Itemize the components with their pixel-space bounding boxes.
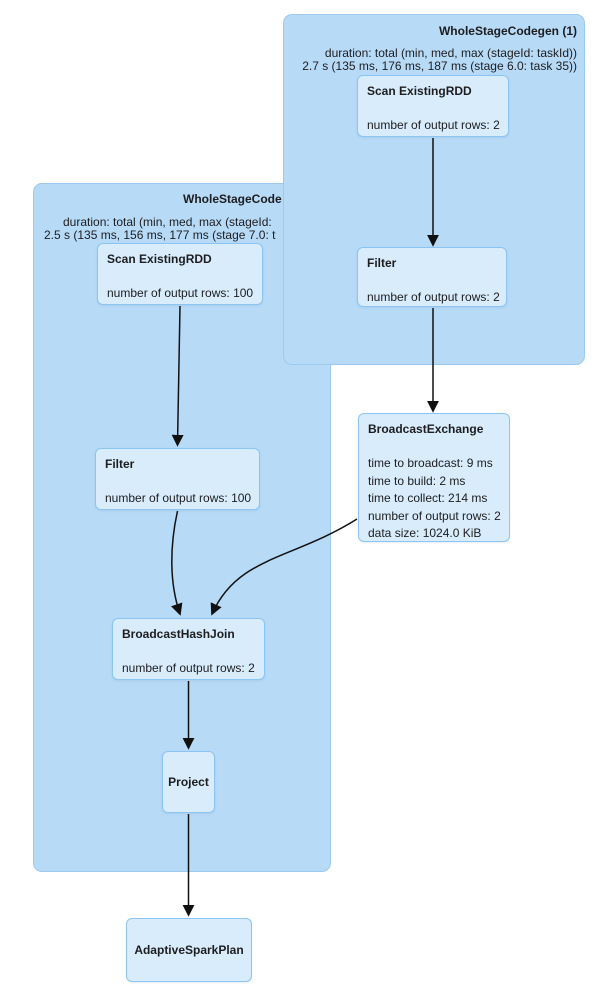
node-broadcast-exchange[interactable] (358, 413, 510, 542)
cluster-duration-line1: duration: total (min, med, max (stageId: (63, 215, 272, 229)
node-title: Project (168, 774, 209, 789)
node-scan-existingrdd-2[interactable] (97, 243, 263, 305)
cluster-title: WholeStageCodegen (1) (438, 24, 577, 38)
node-filter-1[interactable] (357, 247, 507, 307)
node-scan-existingrdd-1[interactable] (357, 75, 509, 137)
cluster-duration-line2: 2.5 s (135 ms, 156 ms, 177 ms (stage 7.0: t (44, 227, 276, 242)
node-broadcast-hash-join[interactable] (112, 618, 265, 680)
node-title: Filter (105, 457, 135, 471)
node-adaptive-spark-plan[interactable] (126, 918, 252, 982)
node-title: AdaptiveSparkPlan (134, 942, 244, 957)
node-title: Filter (367, 256, 397, 270)
node-title: Scan ExistingRDD (367, 84, 472, 98)
node-metric: time to collect: 214 ms (368, 491, 488, 505)
node-title: Scan ExistingRDD (107, 252, 212, 266)
node-metric: time to broadcast: 9 ms (368, 456, 493, 470)
cluster-duration-line1: duration: total (min, med, max (stageId: taskId)) (324, 46, 577, 60)
node-metric: number of output rows: 2 (368, 508, 501, 523)
cluster-wholestagecodegen-1 (283, 14, 585, 365)
node-metric: data size: 1024.0 KiB (368, 526, 482, 540)
node-title: BroadcastHashJoin (122, 627, 235, 641)
node-project[interactable] (162, 751, 215, 813)
node-metric: number of output rows: 2 (367, 290, 500, 304)
cluster-title: WholeStageCode (183, 192, 282, 206)
node-filter-2[interactable] (95, 448, 260, 510)
cluster-duration-line2: 2.7 s (135 ms, 176 ms, 187 ms (stage 6.0: task 35)) (302, 58, 577, 73)
node-title: BroadcastExchange (368, 422, 484, 436)
node-metric: time to build: 2 ms (368, 473, 466, 488)
node-metric: number of output rows: 100 (105, 491, 252, 505)
node-metric: number of output rows: 2 (122, 661, 255, 675)
node-metric: number of output rows: 100 (107, 286, 254, 300)
node-metric: number of output rows: 2 (367, 118, 500, 132)
